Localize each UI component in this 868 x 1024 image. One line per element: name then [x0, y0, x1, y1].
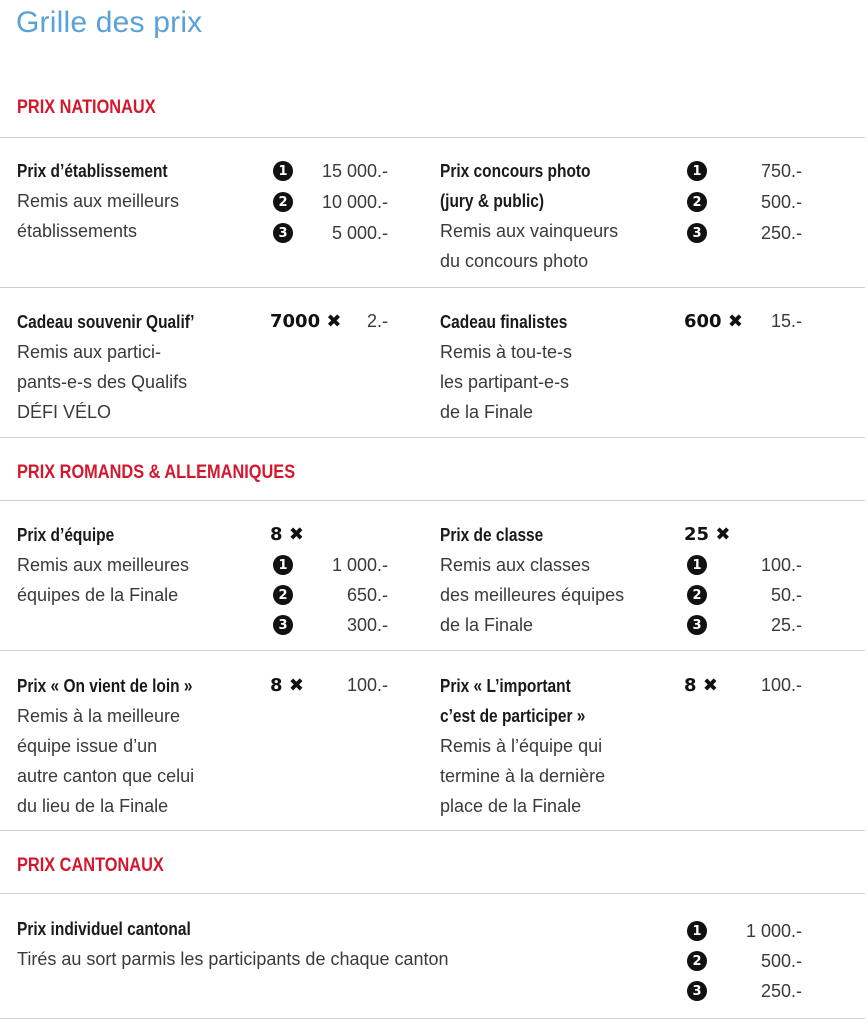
- prize-quantity: [684, 524, 730, 545]
- prize-desc-line: de la Finale: [440, 615, 534, 635]
- prize-title: Prix d’établissement: [17, 161, 168, 181]
- rank-1-badge: 1: [273, 161, 293, 181]
- prize-title: Prix « L’important: [440, 676, 571, 696]
- multiply-icon: ✖: [702, 675, 718, 696]
- multiply-icon: ✖: [715, 524, 731, 545]
- prize-classe: [440, 520, 624, 640]
- prize-amount: 25.-: [770, 615, 802, 635]
- prize-amount: 100.-: [760, 555, 802, 575]
- prize-title: Prix concours photo: [440, 161, 591, 181]
- prize-amount: 250.-: [760, 223, 802, 243]
- prize-desc-line: Remis à l’équipe qui: [440, 736, 603, 756]
- prize-etablissement: [17, 156, 192, 246]
- prize-title: Prix « On vient de loin »: [17, 676, 193, 696]
- prize-amount: 5 000.-: [331, 223, 388, 243]
- multiply-icon: ✖: [288, 675, 304, 696]
- rank-2-badge: 2: [273, 585, 293, 605]
- prize-desc-line: établissements: [17, 221, 138, 241]
- prize-amount: 500.-: [760, 951, 802, 971]
- prize-quantity: [270, 311, 341, 332]
- prize-amount: 650.-: [346, 585, 388, 605]
- prize-title: Prix d’équipe: [17, 525, 115, 545]
- prize-amount: 10 000.-: [321, 192, 388, 212]
- prize-quantity: [270, 675, 304, 696]
- divider: [0, 1018, 865, 1019]
- rank-3-badge: 3: [273, 615, 293, 635]
- prize-finalistes: [440, 307, 588, 427]
- prize-desc-line: de la Finale: [440, 402, 534, 422]
- quantity-value: 8: [270, 524, 283, 545]
- divider: [0, 893, 865, 894]
- section-title-cantonal: PRIX CANTONAUX: [17, 855, 164, 876]
- prize-desc-line: Remis aux meilleurs: [17, 191, 180, 211]
- prize-title: Cadeau finalistes: [440, 312, 568, 332]
- divider: [0, 137, 865, 138]
- prize-desc-line: du concours photo: [440, 251, 589, 271]
- prize-desc-line: Remis aux vainqueurs: [440, 221, 619, 241]
- prize-desc-line: Remis à tou-te-s: [440, 342, 573, 362]
- prize-desc-line: place de la Finale: [440, 796, 582, 816]
- rank-3-badge: 3: [687, 981, 707, 1001]
- prize-title: Cadeau souvenir Qualif’: [17, 312, 195, 332]
- prize-loin: [17, 671, 221, 821]
- prize-desc-line: pants-e-s des Qualifs: [17, 372, 188, 392]
- prize-title: (jury & public): [440, 191, 545, 211]
- quantity-value: 8: [684, 675, 697, 696]
- prize-amount: 500.-: [760, 192, 802, 212]
- rank-3-badge: 3: [273, 223, 293, 243]
- multiply-icon: ✖: [727, 311, 743, 332]
- prize-title: c’est de participer »: [440, 706, 586, 726]
- prize-desc-line: termine à la dernière: [440, 766, 606, 786]
- prize-amount: 300.-: [346, 615, 388, 635]
- divider: [0, 650, 865, 651]
- prize-amount: 250.-: [760, 981, 802, 1001]
- prize-desc-line: les partipant-e-s: [440, 372, 570, 392]
- prize-amount: 50.-: [770, 585, 802, 605]
- prize-amount: 750.-: [760, 161, 802, 181]
- prize-desc-line: Remis à la meilleure: [17, 706, 181, 726]
- prize-desc-line: équipes de la Finale: [17, 585, 179, 605]
- prize-desc-line: autre canton que celui: [17, 766, 195, 786]
- prize-souvenir: [17, 307, 223, 427]
- quantity-value: 600: [684, 311, 722, 332]
- prize-cantonal: [17, 914, 449, 974]
- rank-1-badge: 1: [687, 555, 707, 575]
- prize-desc: Tirés au sort parmis les participants de chaque canton: [17, 949, 449, 969]
- prize-amount: 15.-: [770, 311, 802, 331]
- prize-desc-line: DÉFI VÉLO: [17, 402, 112, 422]
- prize-title: Prix de classe: [440, 525, 544, 545]
- prize-amount: 1 000.-: [331, 555, 388, 575]
- rank-1-badge: 1: [687, 921, 707, 941]
- prize-amount: 2.-: [366, 311, 388, 331]
- divider: [0, 500, 865, 501]
- rank-2-badge: 2: [687, 951, 707, 971]
- prize-participer: [440, 671, 609, 821]
- prize-desc-line: Remis aux meilleures: [17, 555, 190, 575]
- prize-photo: [440, 156, 618, 276]
- quantity-value: 7000: [270, 311, 321, 332]
- rank-3-badge: 3: [687, 223, 707, 243]
- prize-quantity: [270, 524, 304, 545]
- prize-quantity: [684, 311, 743, 332]
- prize-desc-line: équipe issue d’un: [17, 736, 158, 756]
- prize-desc-line: du lieu de la Finale: [17, 796, 169, 816]
- prize-title: Prix individuel cantonal: [17, 919, 191, 939]
- rank-1-badge: 1: [273, 555, 293, 575]
- page-title: Grille des prix: [16, 6, 203, 39]
- prize-desc-line: des meilleures équipes: [440, 585, 625, 605]
- divider: [0, 830, 865, 831]
- prize-desc-line: Remis aux partici-: [17, 342, 162, 362]
- multiply-icon: ✖: [326, 311, 342, 332]
- prize-desc-line: Remis aux classes: [440, 555, 591, 575]
- multiply-icon: ✖: [288, 524, 304, 545]
- section-title-national: PRIX NATIONAUX: [17, 97, 156, 118]
- rank-2-badge: 2: [687, 585, 707, 605]
- prize-amount: 15 000.-: [321, 161, 388, 181]
- prize-amount: 100.-: [760, 675, 802, 695]
- rank-3-badge: 3: [687, 615, 707, 635]
- rank-1-badge: 1: [687, 161, 707, 181]
- rank-2-badge: 2: [687, 192, 707, 212]
- rank-2-badge: 2: [273, 192, 293, 212]
- prize-equipe: [17, 520, 189, 610]
- divider: [0, 287, 865, 288]
- section-title-regional: PRIX ROMANDS & ALLEMANIQUES: [17, 462, 296, 483]
- quantity-value: 8: [270, 675, 283, 696]
- prize-amount: 100.-: [346, 675, 388, 695]
- divider: [0, 437, 865, 438]
- prize-quantity: [684, 675, 718, 696]
- quantity-value: 25: [684, 524, 710, 545]
- prize-amount: 1 000.-: [745, 921, 802, 941]
